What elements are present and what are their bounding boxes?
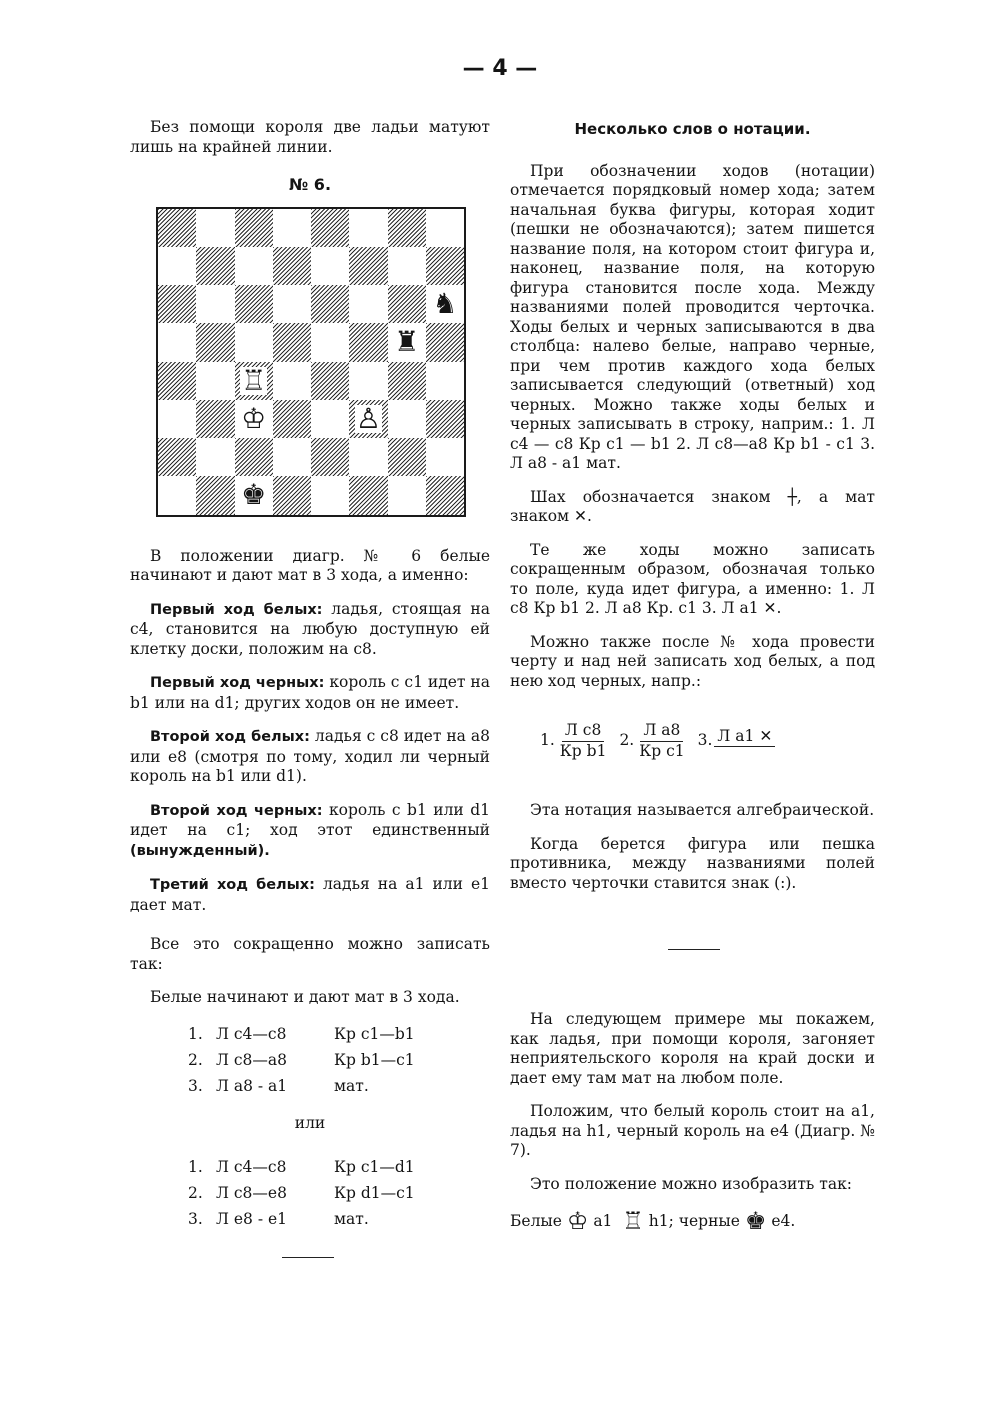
board-square [426,247,464,285]
notation-heading: Несколько слов о нотации. [574,120,811,138]
board-square [273,285,311,323]
fraction-1 [540,721,609,761]
black-king-square: e4. [771,1212,796,1230]
move1-white-text: ладья, стоящая на c4, становится на любую доступную ей клетку доски, положим на c8. [130,599,490,658]
notation-paragraph: При обозначении ходов (нотации) отмечается порядковый номер хода; затем начальная буква фигуры, которая ходит (пешки не обозначаются); затем пишется название поля, на котором стоит фигура и, наконец, название поля, на которую фигура становится после хода. Между названиями полей проводится черточка. Ходы белых и черных записываются в два столбца: налево белые, направо черные, при чем против каждого хода белых записывается следующий (ответный) ход черных. Можно также ходы белых и черных записывать в строку, наприм.: 1. Л c4 — c8 Кр c1 — b1 2. Л c8—a8 Кр b1 - c1 3. Л a8 - a1 мат. [510,161,875,472]
board-square [158,209,196,247]
move1-black-text: король с c1 идет на b1 или на d1; других ходов он не имеет. [130,673,490,712]
black-move: Кр d1—c1 [334,1184,415,1203]
board-square [388,247,426,285]
white-move: Л c4—c8 [216,1158,287,1177]
move2-white-label: Второй ход белых: [150,729,310,745]
white-move: Л a8 - a1 [216,1076,288,1095]
black-king-icon: ♚ [241,478,267,512]
move-row [188,1022,490,1048]
move-number: 1. [188,1158,203,1177]
board-square [158,438,196,476]
move-row [188,1181,490,1207]
board-square [235,323,273,361]
algebraic-paragraph: Эта нотация называется алгебраической. [530,801,875,819]
board-square [388,438,426,476]
fraction-notation [540,721,875,761]
black-move: мат. [334,1210,369,1229]
fraction-top-text: Л a1 [717,726,755,745]
board-square [426,362,464,400]
board-square [388,400,426,438]
board-square [311,400,349,438]
board-square [235,247,273,285]
board-square [273,476,311,514]
move-number: 3. [188,1210,203,1229]
board-square [273,362,311,400]
board-square [273,438,311,476]
mate-text: , а мат знаком [510,487,875,525]
move2-black-label: Второй ход черных: [150,802,323,819]
white-label: Белые [510,1212,562,1230]
next-example-paragraph: На следующем примере мы покажем, как ладья, при помощи короля, загоняет неприятельского короля на край доски и дает ему там мат на любом поле. [510,1010,875,1087]
board-square [235,285,273,323]
white-king-square: a1 [593,1212,613,1230]
period: . [587,507,592,525]
board-square [388,323,426,361]
board-square [158,323,196,361]
board-square [311,438,349,476]
white-rook-icon: ♖ [622,1207,644,1235]
board-square [235,438,273,476]
board-square [426,209,464,247]
move3-white-text: ладья на a1 или e1 дает мат. [130,875,490,914]
moves-table-1 [188,1022,490,1100]
white-king-icon: ♔ [241,401,267,435]
board-square [158,285,196,323]
fraction-number: 1. [540,731,555,750]
move2-black-text: король с b1 или d1 идет на c1; ход этот единственный [130,800,490,839]
board-square [158,247,196,285]
move2-white-paragraph [130,727,490,787]
moves-table-2 [188,1155,490,1233]
black-rook-icon: ♜ [394,325,420,359]
white-move: Л c8—e8 [216,1184,287,1203]
fraction-number: 2. [619,731,635,750]
check-symbol-icon: ┼ [787,487,797,506]
board-square [196,476,234,514]
summary-title: Белые начинают и дают мат в 3 хода. [150,988,460,1006]
move-row [188,1074,490,1100]
board-square [388,285,426,323]
board-square [426,400,464,438]
board-square [311,362,349,400]
board-square [349,362,387,400]
move2-white-text: ладья с c8 идет на a8 или e8 (смотря по тому, ходил ли черный король на b1 или d1). [130,727,490,785]
position-notation [510,1207,875,1235]
board-square [273,209,311,247]
left-column [130,118,490,1258]
move1-black-label: Первый ход черных: [150,675,325,691]
white-move: Л c4—c8 [216,1024,287,1043]
board-square [388,476,426,514]
board-square [158,476,196,514]
board-square [349,438,387,476]
board-square [196,362,234,400]
chess-diagram [156,207,466,517]
black-move: Кр b1—c1 [334,1050,415,1069]
capture-paragraph: Когда берется фигура или пешка противника, между названиями полей вместо черточки ставится знак (:). [510,834,875,892]
check-mate-paragraph [510,488,875,527]
board-square [196,400,234,438]
board-square [235,476,273,514]
board-square [196,323,234,361]
board-square [426,323,464,361]
move3-white-paragraph [130,875,490,915]
board-square [426,285,464,323]
board-square [426,438,464,476]
move-number: 2. [188,1184,203,1203]
section-divider [668,949,720,950]
board-square [158,400,196,438]
move3-white-label: Третий ход белых: [150,877,315,893]
intro-paragraph: Без помощи короля две ладьи матуют лишь на крайней линии. [130,118,490,156]
period: . [776,599,782,617]
move-row [188,1048,490,1074]
move2-black-forced: (вынужденный). [130,842,270,859]
white-rook-square: h1; черные [648,1212,740,1230]
board-square [349,476,387,514]
board-square [273,323,311,361]
board-square [235,400,273,438]
board-square [349,400,387,438]
board-square [273,400,311,438]
check-text: Шах обозначается знаком [530,487,771,506]
board-square [426,476,464,514]
black-king-icon: ♚ [744,1207,767,1235]
move-number: 1. [188,1024,203,1043]
black-move: Кр c1—b1 [334,1024,415,1043]
board-square [235,209,273,247]
move1-white-label: Первый ход белых: [150,601,323,618]
black-move: Кр c1—d1 [334,1158,415,1177]
board-square [311,285,349,323]
white-king-icon: ♔ [566,1207,589,1235]
white-rook-icon: ♖ [241,363,267,397]
move2-black-paragraph [130,801,490,862]
mate-symbol-icon: ✕ [574,507,588,525]
move1-white-paragraph [130,600,490,660]
board-square [311,323,349,361]
fraction-intro: Можно также после № хода провести черту и над ней записать ход белых, а под нею ход черных, напр.: [510,632,875,690]
fraction-top: Л c8 [562,721,604,742]
board-square [349,247,387,285]
fraction-bottom: Кр b1 [559,741,607,760]
summary-intro: Все это сокращенно можно записать так: [130,935,490,973]
white-move: Л e8 - e1 [216,1210,288,1229]
board-square [388,362,426,400]
position-intro: В положении диагр. № 6 белые начинают и дают мат в 3 хода, а именно: [130,546,490,584]
mate-symbol-icon: ✕ [763,599,777,617]
white-pawn-icon: ♙ [355,401,381,435]
mate-symbol-icon: ✕ [759,726,773,745]
position-text-intro: Это положение можно изобразить так: [530,1174,853,1193]
board-square [196,438,234,476]
or-label: или [294,1113,326,1132]
page-number: — 4 — [462,56,538,81]
board-square [235,362,273,400]
short-notation-text: Те же ходы можно записать сокращенным образом, обозначая только то поле, куда идет фигура, а именно: 1. Л c8 Кр b1 2. Л a8 Кр. c1 3. Л a1 [510,540,875,617]
black-knight-icon: ♞ [432,287,458,321]
board-square [349,323,387,361]
fraction-number: 3. [697,731,713,750]
board-square [349,285,387,323]
move-number: 2. [188,1050,203,1069]
board-square [349,209,387,247]
board-square [196,285,234,323]
short-notation-paragraph [510,541,875,619]
section-divider [282,1257,334,1258]
board-square [311,476,349,514]
board-square [311,209,349,247]
black-move: мат. [334,1076,369,1095]
fraction-3 [697,726,776,751]
fraction-top [714,727,775,748]
white-move: Л c8—a8 [216,1050,288,1069]
move-number: 3. [188,1076,203,1095]
board-square [388,209,426,247]
fraction-top: Л a8 [640,721,683,742]
right-column [510,118,875,1246]
board-square [311,247,349,285]
board-square [273,247,311,285]
diagram-title: № 6. [288,175,332,194]
board-square [196,247,234,285]
fraction-2 [619,721,687,761]
board-square [196,209,234,247]
position-paragraph: Положим, что белый король стоит на a1, ладья на h1, черный король на e4 (Диагр. № 7). [510,1102,875,1159]
fraction-bottom: Кр c1 [639,741,685,760]
move1-black-paragraph [130,673,490,713]
board-square [158,362,196,400]
move-row [188,1207,490,1233]
move-row [188,1155,490,1181]
